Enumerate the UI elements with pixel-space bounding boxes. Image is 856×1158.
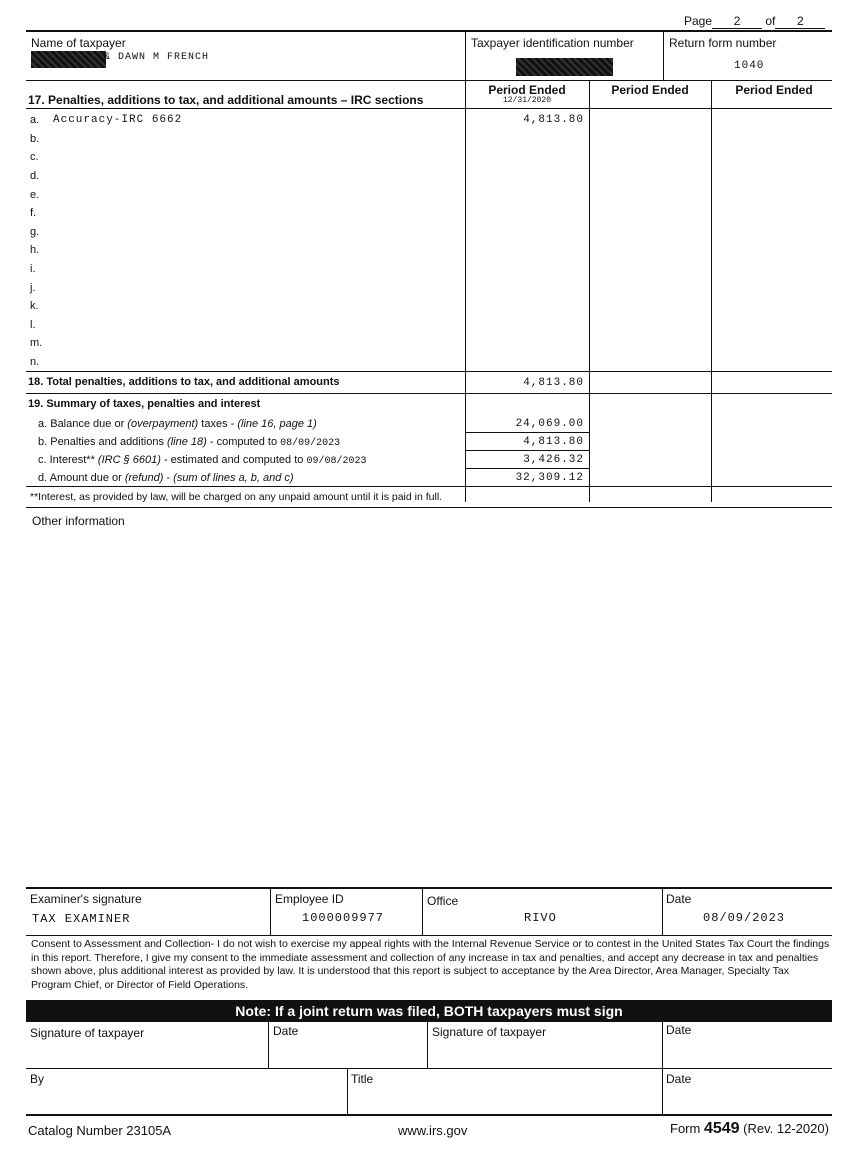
examiner-date-label: Date: [666, 892, 692, 906]
date-3-label: Date: [666, 1072, 692, 1086]
signature-of-taxpayer-1-label: Signature of taxpayer: [30, 1026, 145, 1040]
examiner-signature-value: TAX EXAMINER: [32, 912, 131, 926]
line19a-label: a. Balance due or (overpayment) taxes - (line 16, page 1): [38, 418, 317, 430]
return-form-label: Return form number: [669, 36, 777, 50]
page-of-label: of: [765, 14, 776, 28]
date-1-label: Date: [273, 1024, 299, 1038]
employee-id-label: Employee ID: [275, 892, 344, 906]
row-letter: n.: [30, 356, 40, 368]
page-total: 2: [775, 14, 825, 29]
page-label: Page: [684, 14, 713, 28]
row-letter: k.: [30, 300, 39, 312]
joint-return-note: Note: If a joint return was filed, BOTH taxpayers must sign: [26, 1000, 832, 1022]
page-current: 2: [712, 14, 762, 29]
row-desc: Accuracy-IRC 6662: [53, 114, 183, 126]
name-of-taxpayer-label: Name of taxpayer: [31, 36, 126, 50]
by-label: By: [30, 1072, 45, 1086]
row-letter: l.: [30, 319, 36, 331]
other-information-label: Other information: [32, 514, 125, 528]
office-label: Office: [427, 894, 459, 908]
line19d-label: d. Amount due or (refund) - (sum of lines a, b, and c): [38, 472, 294, 484]
section17-title: 17. Penalties, additions to tax, and additional amounts – IRC sections: [28, 93, 424, 107]
employee-id-value: 1000009977: [302, 911, 385, 925]
date-2-label: Date: [666, 1023, 692, 1037]
section18-title: 18. Total penalties, additions to tax, and additional amounts: [28, 376, 340, 388]
catalog-number: Catalog Number 23105A: [28, 1123, 172, 1138]
col2-period-ended: Period Ended: [611, 83, 689, 97]
examiner-date-value: 08/09/2023: [703, 911, 786, 925]
line19c-amount: 3,426.32: [523, 454, 584, 466]
return-form-value: 1040: [734, 60, 765, 72]
col1-period-date: 12/31/2020: [502, 96, 551, 105]
row-letter: a.: [30, 114, 40, 126]
section18-amount: 4,813.80: [523, 377, 584, 389]
page-indicator: [684, 14, 834, 29]
line19c-label: c. Interest** (IRC § 6601) - estimated and computed to 09/08/2023: [38, 454, 367, 467]
line19b-amount: 4,813.80: [523, 436, 584, 448]
row-letter: c.: [30, 151, 39, 163]
row-letter: i.: [30, 263, 36, 275]
row-letter: g.: [30, 226, 40, 238]
interest-note: **Interest, as provided by law, will be charged on any unpaid amount until it is paid in full.: [30, 491, 443, 503]
row-letter: h.: [30, 244, 40, 256]
taxpayer-name: & DAWN M FRENCH: [104, 52, 210, 63]
row-letter: f.: [30, 207, 37, 219]
line19b-label: b. Penalties and additions (line 18) - computed to 08/09/2023: [38, 436, 341, 449]
row-letter: m.: [30, 337, 43, 349]
signature-of-taxpayer-2-label: Signature of taxpayer: [432, 1025, 547, 1039]
redacted-name: [31, 51, 106, 68]
title-label: Title: [351, 1072, 374, 1086]
row-amount: 4,813.80: [523, 114, 584, 126]
col3-period-ended: Period Ended: [735, 83, 813, 97]
line19a-amount: 24,069.00: [515, 418, 584, 430]
row-letter: d.: [30, 170, 40, 182]
form-number: Form 4549 (Rev. 12-2020): [670, 1120, 829, 1137]
consent-text: Consent to Assessment and Collection- I do not wish to exercise my appeal rights with the Internal Revenue Service or to contest in the United States Tax Court the findings in this report. Therefore, I give my consent to the immediate assessment and collection of any increase in tax and penalties, and accept any decrease in tax and penalties shown above, plus additional interest as provided by law. It is understood that this report is subject to acceptance by the Area Director, Area Manager, Specialty Tax Program Chief, or Director of Field Operations.: [31, 938, 830, 991]
irs-website: www.irs.gov: [398, 1123, 468, 1138]
col1-period-ended: Period Ended: [488, 83, 566, 97]
office-value: RIVO: [524, 911, 557, 925]
line19d-amount: 32,309.12: [515, 472, 584, 484]
examiner-signature-label: Examiner's signature: [30, 892, 142, 906]
row-letter: e.: [30, 189, 40, 201]
row-letter: b.: [30, 133, 40, 145]
section19-title: 19. Summary of taxes, penalties and interest: [28, 398, 261, 410]
redacted-tin: [516, 58, 613, 76]
tin-label: Taxpayer identification number: [471, 36, 634, 50]
row-letter: j.: [30, 282, 36, 294]
